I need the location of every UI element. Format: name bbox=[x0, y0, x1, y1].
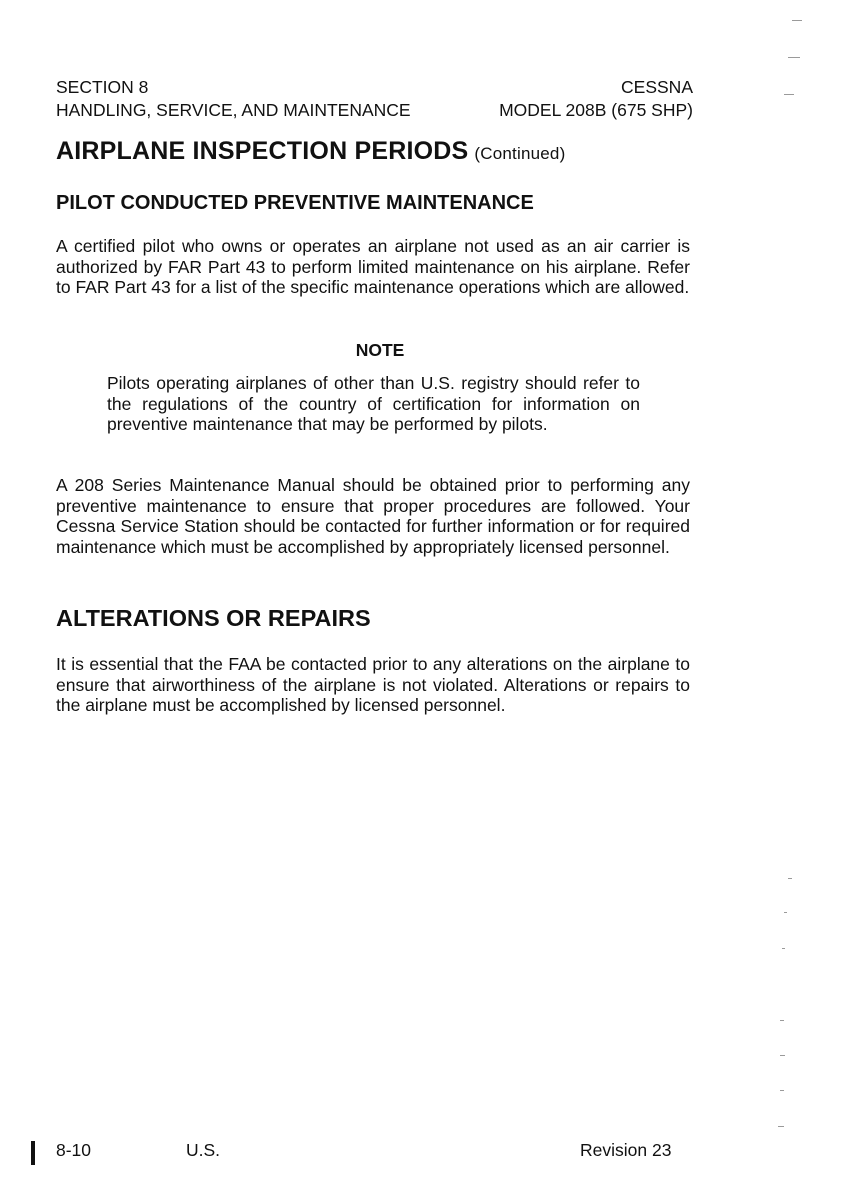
scan-mark bbox=[780, 1020, 784, 1021]
note-text: Pilots operating airplanes of other than U.S. registry should refer to the regulations of the country of certification for information on preventive maintenance that may be performed by pilots. bbox=[107, 373, 640, 434]
page-header-line-2 bbox=[56, 99, 693, 121]
scan-mark bbox=[778, 1126, 784, 1127]
scan-mark bbox=[784, 94, 794, 95]
scan-mark bbox=[780, 1090, 784, 1091]
scan-mark bbox=[782, 948, 785, 949]
alterations-paragraph: It is essential that the FAA be contacted prior to any alterations on the airplane to ensure that airworthiness of the airplane is not violated. Alterations or repairs to the airplane must be accomplished by licensed personnel. bbox=[56, 654, 690, 715]
alterations-heading: ALTERATIONS OR REPAIRS bbox=[56, 605, 371, 631]
page-title-continued: (Continued) bbox=[474, 144, 566, 163]
footer-page-number: 8-10 bbox=[56, 1140, 92, 1160]
note-label: NOTE bbox=[355, 340, 405, 360]
header-section-name: HANDLING, SERVICE, AND MAINTENANCE bbox=[56, 100, 411, 120]
header-manufacturer: CESSNA bbox=[621, 77, 693, 97]
footer-registry: U.S. bbox=[186, 1140, 221, 1160]
scan-mark bbox=[788, 57, 800, 58]
pilot-maintenance-heading: PILOT CONDUCTED PREVENTIVE MAINTENANCE bbox=[56, 192, 534, 214]
pilot-maintenance-paragraph: A certified pilot who owns or operates an airplane not used as an air carrier is authorized by FAR Part 43 to perform limited maintenance on his airplane. Refer to FAR Part 43 for a list of the specific maintenance operations which are allowed. bbox=[56, 236, 690, 297]
revision-bar bbox=[31, 1141, 35, 1165]
scan-mark bbox=[780, 1055, 785, 1056]
maintenance-manual-paragraph: A 208 Series Maintenance Manual should be obtained prior to performing any preventive maintenance to ensure that proper procedures are followed. Your Cessna Service Station should be contacted for further information or for required maintenance which must be accomplished by appropriately licensed personnel. bbox=[56, 475, 690, 557]
scan-mark bbox=[792, 20, 802, 21]
footer-revision: Revision 23 bbox=[580, 1140, 672, 1160]
scan-margin-marks bbox=[778, 0, 818, 1191]
header-model: MODEL 208B (675 SHP) bbox=[499, 100, 693, 120]
page-title-main: AIRPLANE INSPECTION PERIODS bbox=[56, 137, 469, 165]
header-section-label: SECTION 8 bbox=[56, 77, 149, 97]
scan-mark bbox=[784, 912, 787, 913]
page-header-line-1 bbox=[56, 76, 693, 98]
page-title bbox=[56, 137, 565, 166]
scan-mark bbox=[788, 878, 792, 879]
